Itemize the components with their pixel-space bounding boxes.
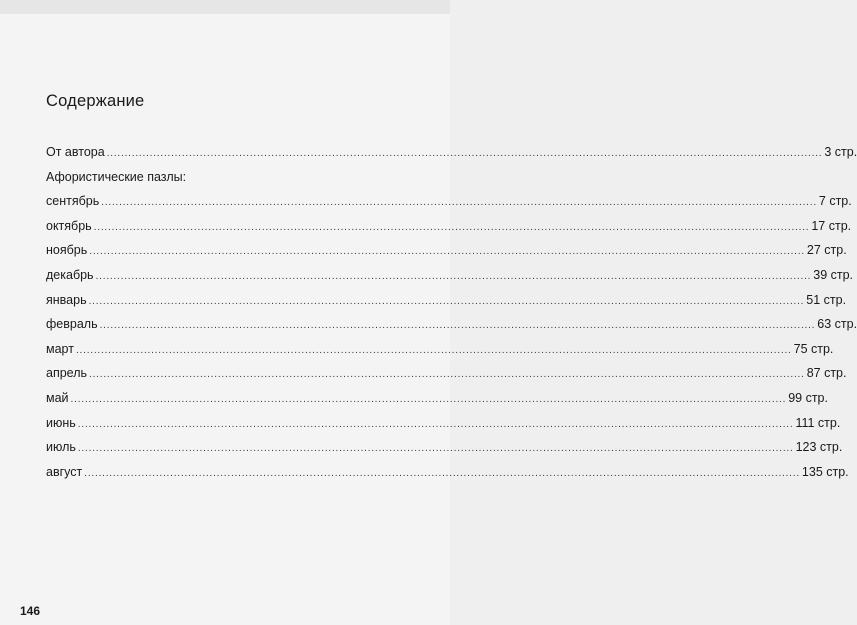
toc-entry-month[interactable] (46, 460, 849, 485)
toc-entry-page: 39 стр. (813, 267, 854, 282)
page-title: Содержание (46, 92, 145, 110)
toc-month-list (46, 189, 857, 484)
toc-entry-page: 63 стр. (817, 317, 857, 332)
toc-entry-month[interactable] (46, 435, 843, 460)
dot-leader: ........................................................................................................................................................................................................ (88, 295, 805, 307)
toc-entry-month[interactable] (46, 411, 841, 436)
toc-entry-month[interactable] (46, 214, 852, 239)
dot-leader: ........................................................................................................................................................................................................ (77, 418, 794, 430)
toc-entry-month[interactable] (46, 238, 847, 263)
dot-leader: ........................................................................................................................................................................................................ (101, 197, 817, 209)
toc-entry-label: От автора (46, 145, 105, 159)
toc-entry-label: сентябрь (46, 194, 100, 209)
dot-leader: ........................................................................................................................................................................................................ (95, 270, 812, 282)
toc-entry-label: октябрь (46, 218, 92, 233)
toc-entry-label: февраль (46, 317, 98, 332)
toc-entry-page: 135 стр. (801, 464, 849, 479)
toc-entry-page: 51 стр. (806, 292, 847, 307)
top-strip (0, 0, 450, 14)
toc-entry-page: 27 стр. (806, 243, 847, 258)
toc-entry-month[interactable] (46, 189, 852, 214)
toc-entry-label: июнь (46, 415, 76, 430)
toc-entry-label: декабрь (46, 267, 94, 282)
toc-entry-page: 111 стр. (795, 415, 841, 430)
toc-entry-page: 87 стр. (806, 366, 847, 381)
table-of-contents (46, 140, 857, 484)
toc-entry-page: 7 стр. (818, 194, 852, 209)
dot-leader: ........................................................................................................................................................................................................ (70, 393, 787, 405)
dot-leader: ........................................................................................................................................................................................................ (84, 467, 800, 479)
toc-section-label: Афористические пазлы: (46, 169, 187, 184)
dot-leader: ........................................................................................................................................................................................................ (77, 443, 794, 455)
toc-entry-month[interactable] (46, 263, 854, 288)
dot-leader: ........................................................................................................................................................................................................ (99, 320, 816, 332)
toc-entry-page: 75 стр. (793, 341, 834, 356)
toc-entry-month[interactable] (46, 288, 847, 313)
dot-leader: ........................................................................................................................................................................................................ (93, 221, 810, 233)
toc-entry-page: 123 стр. (795, 440, 843, 455)
toc-entry-label: март (46, 341, 74, 356)
toc-entry-intro[interactable] (46, 140, 857, 165)
toc-entry-label: август (46, 464, 83, 479)
toc-entry-month[interactable] (46, 337, 834, 362)
toc-entry-label: июль (46, 440, 76, 455)
toc-entry-label: ноябрь (46, 243, 88, 258)
toc-entry-label: январь (46, 292, 87, 307)
dot-leader: ........................................................................................................................................................................................................ (75, 344, 792, 356)
dot-leader: ........................................................................................................................................................................................................ (106, 148, 823, 159)
page-number: 146 (20, 604, 41, 618)
toc-entry-label: май (46, 390, 69, 405)
toc-entry-month[interactable] (46, 312, 857, 337)
toc-entry-month[interactable] (46, 386, 828, 411)
toc-entry-label: апрель (46, 366, 88, 381)
toc-entry-page: 17 стр. (811, 218, 852, 233)
dot-leader: ........................................................................................................................................................................................................ (89, 369, 805, 381)
dot-leader: ........................................................................................................................................................................................................ (89, 246, 805, 258)
toc-entry-month[interactable] (46, 361, 847, 386)
toc-entry-page: 3 стр. (824, 145, 857, 159)
toc-entry-page: 99 стр. (788, 390, 828, 405)
